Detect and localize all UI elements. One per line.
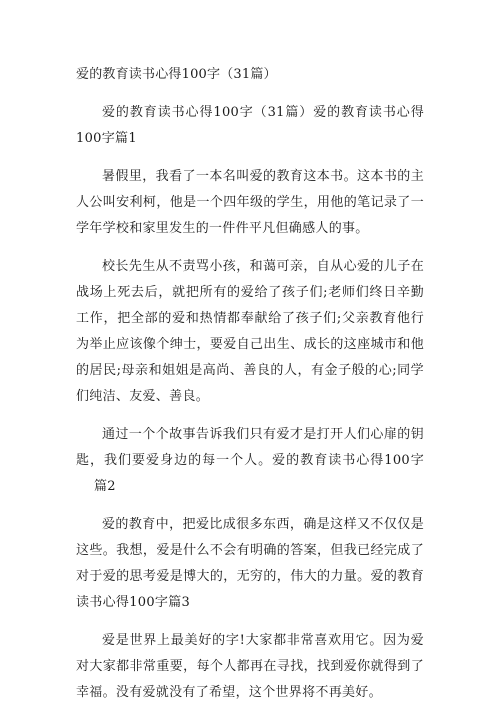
- paragraph-3-text: 通过一个个故事告诉我们只有爱才是打开人们心扉的钥匙，我们要爱身边的每一个人。爱的教育读书心得100字: [76, 427, 424, 468]
- document-title: 爱的教育读书心得100字（31篇）: [76, 67, 277, 82]
- paragraph-3: [76, 422, 424, 500]
- paragraph-2: 校长先生从不责骂小孩，和蔼可亲，自从心爱的儿子在战场上死去后，就把所有的爱给了孩子们;老师们终日辛勤工作，把全部的爱和热情都奉献给了孩子们;父亲教育他行为举止应该像个绅士，要爱自己出生、成长的这座城市和他的居民;母亲和姐姐是高尚、善良的人，有金子般的心;同学们纯洁、友爱、善良。: [76, 259, 424, 404]
- paragraph-4: 爱的教育中，把爱比成很多东西，确是这样又不仅仅是这些。我想，爱是什么不会有明确的答案，但我已经完成了对于爱的思考爱是博大的，无穷的，伟大的力量。爱的教育读书心得100字篇3: [76, 517, 424, 610]
- paragraph-1: 暑假里，我看了一本名叫爱的教育这本书。这本书的主人公叫安利柯，他是一个四年级的学生，用他的笔记录了一学年学校和家里发生的一件件平凡但确感人的事。: [76, 169, 424, 236]
- paragraph-5: 爱是世界上最美好的字!大家都非常喜欢用它。因为爱对大家都非常重要，每个人都再在寻找，找到爱你就得到了幸福。没有爱就没有了希望，这个世界将不再美好。: [76, 633, 424, 700]
- paragraph-3-heading: 篇2: [94, 479, 116, 494]
- paragraph-heading-1: 爱的教育读书心得100字（31篇）爱的教育读书心得100字篇1: [76, 105, 424, 146]
